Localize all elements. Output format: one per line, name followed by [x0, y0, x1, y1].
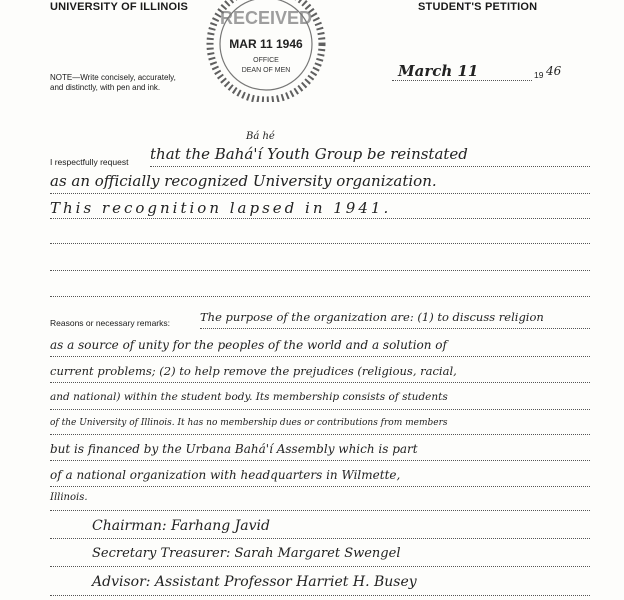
reasons-line-2: as a source of unity for the peoples of the world and a solution of [50, 338, 447, 352]
officer-secretary-treasurer: Secretary Treasurer: Sarah Margaret Swengel [92, 546, 401, 561]
request-rule-3 [50, 218, 590, 219]
reasons-rule-2 [50, 356, 590, 357]
date-year-prefix: 19 [534, 70, 544, 80]
stamp-office-line-1: OFFICE [253, 57, 279, 64]
reasons-rule-4 [50, 409, 590, 410]
reasons-rule-6 [50, 460, 590, 461]
officer-chairman: Chairman: Farhang Javid [92, 518, 270, 534]
request-rule-4 [50, 243, 590, 244]
reasons-rule-11 [50, 595, 590, 596]
date-underline [392, 80, 532, 81]
form-title: STUDENT'S PETITION [418, 1, 538, 13]
note-line-1: NOTE—Write concisely, accurately, [50, 73, 176, 82]
received-stamp-icon [196, 0, 336, 102]
reasons-label: Reasons or necessary remarks: [50, 318, 170, 328]
reasons-line-6: but is financed by the Urbana Bahá'í Assembly which is part [50, 442, 418, 456]
request-line-3: This recognition lapsed in 1941. [50, 199, 392, 217]
reasons-rule-10 [50, 566, 590, 567]
request-rule-5 [50, 270, 590, 271]
reasons-rule-8 [50, 510, 590, 511]
reasons-rule-9 [50, 538, 590, 539]
request-insert-note: Bá hé [246, 131, 275, 142]
stamp-status: RECEIVED [219, 8, 313, 28]
reasons-line-1: The purpose of the organization are: (1) to discuss religion [200, 310, 544, 324]
request-rule-1 [150, 166, 590, 167]
reasons-rule-5 [50, 434, 590, 435]
request-label: I respectfully request [50, 157, 129, 167]
reasons-line-4: and national) within the student body. Its membership consists of students [50, 391, 448, 403]
request-line-1: that the Bahá'í Youth Group be reinstated [150, 145, 468, 163]
request-rule-6 [50, 296, 590, 297]
stamp-office-line-2: DEAN OF MEN [241, 67, 291, 74]
instruction-note [50, 73, 176, 93]
reasons-line-5: of the University of Illinois. It has no membership dues or contributions from members [50, 418, 448, 428]
officer-advisor: Advisor: Assistant Professor Harriet H. Busey [92, 574, 417, 590]
reasons-rule-7 [50, 486, 590, 487]
date-year-suffix: 46 [546, 64, 562, 78]
reasons-rule-1 [200, 328, 590, 329]
reasons-line-3: current problems; (2) to help remove the prejudices (religious, racial, [50, 364, 457, 378]
date-month-day: March 11 [398, 62, 479, 80]
request-rule-2 [50, 193, 590, 194]
note-line-2: and distinctly, with pen and ink. [50, 83, 161, 92]
institution-name: UNIVERSITY OF ILLINOIS [50, 1, 189, 13]
stamp-date: MAR 11 1946 [229, 37, 303, 51]
reasons-line-7: of a national organization with headquarters in Wilmette, [50, 468, 401, 482]
reasons-rule-3 [50, 382, 590, 383]
reasons-line-8: Illinois. [50, 492, 88, 503]
request-line-2: as an officially recognized University organization. [50, 172, 437, 190]
